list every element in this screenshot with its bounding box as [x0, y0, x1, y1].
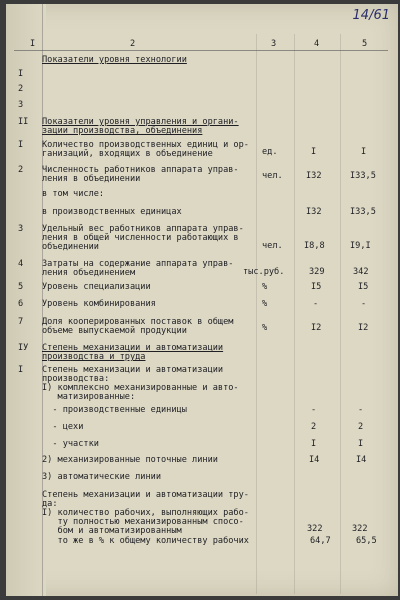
- row-label: Количество производственных единиц и ор- ганизаций, входящих в объединение: [42, 140, 249, 159]
- row-value-col4: 322: [307, 524, 323, 534]
- row-unit: ед.: [262, 147, 278, 157]
- row-number: 4: [18, 259, 24, 269]
- row-label: 3) автоматические линии: [42, 472, 161, 482]
- row-value-col4: I8,8: [304, 241, 325, 251]
- row-value-col5: I9,I: [350, 241, 371, 251]
- row-value-col4: I4: [309, 455, 320, 465]
- row-label: Уровень специализации: [42, 282, 151, 292]
- row-value-col4: I: [311, 439, 317, 449]
- row-value-col5: I: [358, 439, 364, 449]
- row-label: Удельный вес работников аппарата управ- ления в общей численности работающих в объединении: [42, 224, 244, 252]
- row-label: Численность работников аппарата управ- ления в объединении: [42, 165, 239, 184]
- header-col-3: 3: [271, 39, 277, 49]
- row-value-col4: I32: [306, 171, 322, 181]
- row-value-col5: -: [361, 299, 367, 309]
- row-value-col4: 64,7: [310, 536, 331, 546]
- row-value-col4: I: [311, 147, 317, 157]
- row-value-col5: 322: [352, 524, 368, 534]
- row-number: 2: [18, 84, 24, 94]
- header-col-2: 2: [130, 39, 136, 49]
- row-value-col5: I: [361, 147, 367, 157]
- row-label: то же в % к общему количеству рабочих: [42, 536, 249, 546]
- row-number: 3: [18, 224, 24, 234]
- row-unit: чел.: [262, 171, 283, 181]
- row-value-col4: -: [313, 299, 319, 309]
- section-heading: Степень механизации и автоматизации производства и труда: [42, 343, 224, 362]
- row-value-col4: 329: [309, 267, 325, 277]
- row-value-col4: -: [311, 405, 317, 415]
- row-label: - участки: [42, 439, 99, 449]
- row-label: Доля кооперированных поставок в общем объеме выпускаемой продукции: [42, 317, 234, 336]
- row-number: I: [18, 69, 24, 79]
- row-number: I: [18, 140, 24, 150]
- row-value-col5: I4: [356, 455, 367, 465]
- column-divider: [256, 34, 257, 594]
- row-label: 2) механизированные поточные линии: [42, 455, 218, 465]
- page-fold-shadow: [6, 4, 46, 596]
- row-value-col4: I32: [306, 207, 322, 217]
- row-number: 2: [18, 165, 24, 175]
- row-unit: чел.: [262, 241, 283, 251]
- row-label: Затраты на содержание аппарата управ- ления объединением: [42, 259, 234, 278]
- header-rule: [14, 50, 388, 51]
- row-unit: %: [262, 299, 268, 309]
- row-value-col4: I5: [311, 282, 322, 292]
- row-value-col5: 65,5: [356, 536, 377, 546]
- row-label: - производственные единицы: [42, 405, 187, 415]
- row-value-col4: 2: [311, 422, 317, 432]
- row-value-col5: -: [358, 405, 364, 415]
- row-label: Степень механизации и автоматизации производства: I) комплексно механизированные и авто- матизированные:: [42, 365, 239, 402]
- row-value-col5: I33,5: [350, 207, 376, 217]
- row-value-col5: 2: [358, 422, 364, 432]
- row-value-col5: I33,5: [350, 171, 376, 181]
- row-number: I: [18, 365, 24, 375]
- row-unit: тыс.руб.: [243, 267, 285, 277]
- row-value-col5: I2: [358, 323, 369, 333]
- row-value-col5: I5: [358, 282, 369, 292]
- column-divider: [340, 34, 341, 594]
- row-number: 6: [18, 299, 24, 309]
- header-col-5: 5: [362, 39, 368, 49]
- row-unit: %: [262, 282, 268, 292]
- row-unit: %: [262, 323, 268, 333]
- row-number: 5: [18, 282, 24, 292]
- row-value-col5: 342: [353, 267, 369, 277]
- row-label: I) количество рабочих, выполняющих рабо- ту полностью механизированным спосо- бом и автоматизированным: [42, 508, 249, 536]
- row-label: - цехи: [42, 422, 84, 432]
- row-number: IУ: [18, 343, 29, 353]
- row-label: Степень механизации и автоматизации тру- да:: [42, 490, 249, 509]
- row-value-col4: I2: [311, 323, 322, 333]
- header-col-1: I: [30, 39, 36, 49]
- handwritten-page-number: 14/61: [352, 8, 390, 23]
- row-label: в производственных единицах: [42, 207, 182, 217]
- header-col-4: 4: [314, 39, 320, 49]
- row-number: 3: [18, 100, 24, 110]
- section-heading: Показатели уровня технологии: [42, 55, 187, 65]
- row-number: 7: [18, 317, 24, 327]
- column-divider: [294, 34, 295, 594]
- row-label: в том числе:: [42, 189, 105, 199]
- row-label: Уровень комбинирования: [42, 299, 156, 309]
- document-page: [6, 4, 398, 596]
- section-heading: Показатели уровня управления и органи- зации производства, объединения: [42, 117, 239, 136]
- row-number: II: [18, 117, 29, 127]
